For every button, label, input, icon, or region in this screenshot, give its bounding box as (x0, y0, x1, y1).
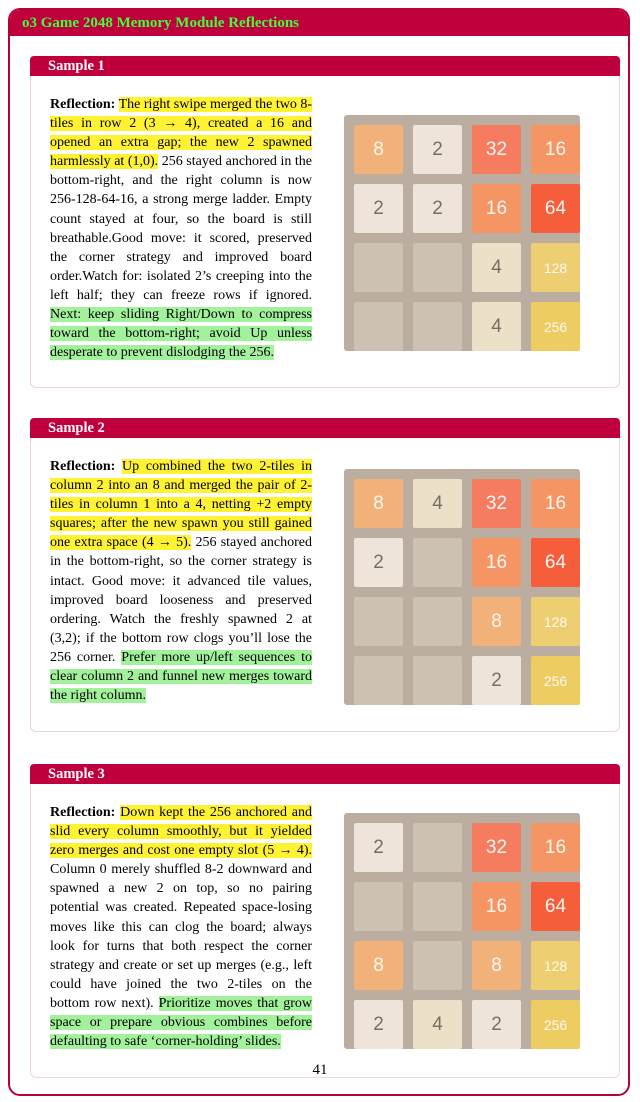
tile-2: 2 (354, 538, 403, 587)
tile-256: 256 (531, 1000, 580, 1049)
tile-16: 16 (472, 538, 521, 587)
reflection-body: 256 stayed anchored in the bottom-right, and the right column is now 256-128-64-16, a strong merge ladder. Empty count stayed at four, so the board is still breathable.Good move: it scored, preserved the corner strategy and improved board order.Watch for: isolated 2’s creeping into the left half; they can freeze rows if ignored. (50, 154, 312, 303)
tile-2: 2 (413, 125, 462, 174)
tile-16: 16 (472, 184, 521, 233)
tile-16: 16 (531, 823, 580, 872)
tile-256: 256 (531, 302, 580, 351)
empty-cell (413, 243, 462, 292)
empty-cell (354, 597, 403, 646)
reflection-text (50, 803, 312, 1051)
empty-cell (413, 538, 462, 587)
highlight-yellow: The right swipe merged the two 8-tiles in row 2 (3 → 4), created a 16 and opened an extra gap; the new 2 spawned harmlessly at (1,0). (50, 97, 312, 170)
empty-cell (354, 243, 403, 292)
tile-64: 64 (531, 184, 580, 233)
tile-8: 8 (354, 125, 403, 174)
empty-cell (413, 656, 462, 705)
game-board (344, 115, 580, 351)
tile-64: 64 (531, 882, 580, 931)
empty-cell (413, 941, 462, 990)
tile-64: 64 (531, 538, 580, 587)
tile-128: 128 (531, 243, 580, 292)
tile-2: 2 (413, 184, 462, 233)
reflection-body: Column 0 merely shuffled 8-2 downward and spawned a new 2 on top, so no pairing potential was created. Repeated space-losing moves like this can clog the board; always look for turns that both respect the corner strategy and create or set up merges (e.g., left could have joined the two 2-tiles on the bottom row next). (50, 862, 312, 1011)
sample-card-1 (30, 56, 620, 388)
tile-4: 4 (472, 243, 521, 292)
highlight-green: Prioritize moves that grow space or prepare obvious combines before defaulting to safe ‘corner-holding’ slides. (50, 995, 312, 1050)
game-board (344, 813, 580, 1049)
tile-16: 16 (531, 479, 580, 528)
empty-cell (413, 882, 462, 931)
tile-8: 8 (354, 941, 403, 990)
reflection-text (50, 457, 312, 705)
reflection-label: Reflection: (50, 459, 116, 474)
highlight-yellow: Up combined the two 2-tiles in column 2 into an 8 and merged the pair of 2-tiles in column 1 into a 4, netting +2 empty squares; after the new spawn you still gained one extra space (4 → 5). (50, 459, 312, 551)
tile-8: 8 (472, 941, 521, 990)
tile-2: 2 (354, 1000, 403, 1049)
empty-cell (354, 882, 403, 931)
highlight-yellow: Down kept the 256 anchored and slid every column smoothly, but it yielded zero merges and cost one empty slot (5 → 4). (50, 805, 312, 859)
sample-header: Sample 2 (30, 418, 620, 438)
sample-card-2 (30, 418, 620, 732)
tile-4: 4 (413, 479, 462, 528)
empty-cell (354, 656, 403, 705)
tile-32: 32 (472, 125, 521, 174)
tile-256: 256 (531, 656, 580, 705)
tile-128: 128 (531, 597, 580, 646)
tile-8: 8 (354, 479, 403, 528)
highlight-green: Next: keep sliding Right/Down to compress toward the bottom-right; avoid Up unless desperate to prevent dislodging the 256. (50, 307, 312, 361)
tile-128: 128 (531, 941, 580, 990)
reflection-label: Reflection: (50, 97, 116, 112)
reflection-body: 256 stayed anchored in the bottom-right, so the corner strategy is intact. Good move: it advanced tile values, improved board looseness and preserved ordering. Watch the freshly spawned 2 at (3,2); if the bottom row clogs you’ll lose the 256 corner. (50, 535, 312, 665)
tile-2: 2 (472, 1000, 521, 1049)
tile-32: 32 (472, 823, 521, 872)
empty-cell (413, 823, 462, 872)
sample-header: Sample 3 (30, 764, 620, 784)
reflection-text (50, 95, 312, 362)
module-title: o3 Game 2048 Memory Module Reflections (10, 10, 628, 36)
tile-16: 16 (472, 882, 521, 931)
reflection-label: Reflection: (50, 805, 116, 820)
tile-2: 2 (472, 656, 521, 705)
sample-header: Sample 1 (30, 56, 620, 76)
module-frame (8, 8, 630, 1096)
page-number: 41 (312, 1062, 328, 1078)
tile-32: 32 (472, 479, 521, 528)
game-board (344, 469, 580, 705)
highlight-green: Prefer more up/left sequences to clear column 2 and funnel new merges toward the right column. (50, 649, 313, 704)
empty-cell (413, 597, 462, 646)
tile-8: 8 (472, 597, 521, 646)
empty-cell (354, 302, 403, 351)
sample-card-3 (30, 764, 620, 1078)
tile-2: 2 (354, 184, 403, 233)
empty-cell (413, 302, 462, 351)
tile-2: 2 (354, 823, 403, 872)
tile-4: 4 (472, 302, 521, 351)
tile-4: 4 (413, 1000, 462, 1049)
tile-16: 16 (531, 125, 580, 174)
